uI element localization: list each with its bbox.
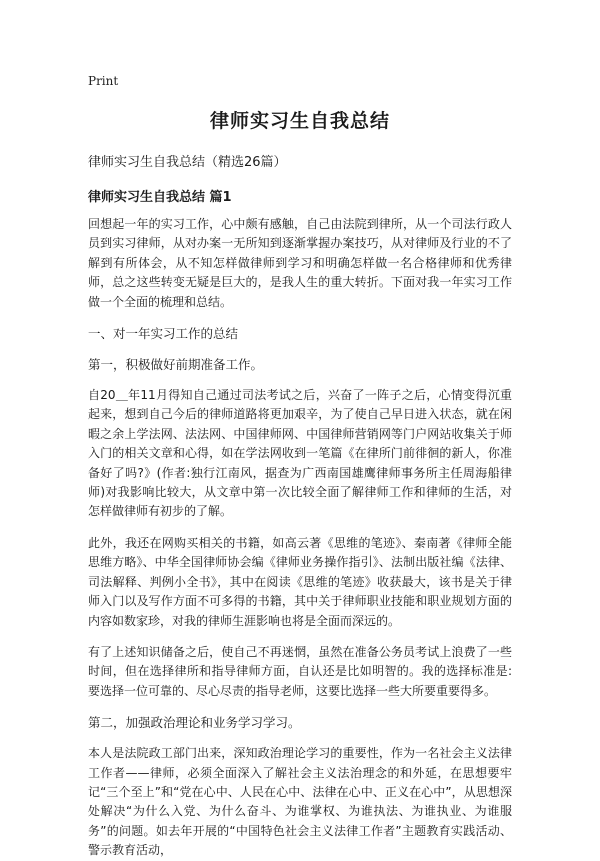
paragraph-intro: 回想起一年的实习工作，心中颇有感触，自己由法院到律所，从一个司法行政人员到实习律师，从对办案一无所知到逐渐掌握办案技巧，从对律师及行业的不了解到有所体会，从不知怎样做律师到学习和明确怎样做一名合格律师和优秀律师，总之这些转变无疑是巨大的，是我人生的重大转折。下面对我一年实习工作做一个全面的梳理和总结。 <box>88 217 512 309</box>
outline-heading-1: 一、对一年实习工作的总结 <box>88 326 239 342</box>
paragraph-books: 此外，我还在网购买相关的书籍，如高云著《思维的笔迹》、秦南著《律师全能思维方略》、中华全国律师协会编《律师业务操作指引》、法制出版社编《法律、司法解释、判例小全书》，其中在阅读《思维的笔迹》收获最大，该书是关于律师入门以及写作方面不可多得的书籍，其中关于律师职业技能和职业规划方面的内容如数家珍，对我的律师生涯影响也将是全面而深远的。 <box>88 535 512 628</box>
section-heading: 律师实习生自我总结 篇1 <box>88 190 232 205</box>
print-link[interactable]: Print <box>88 74 119 88</box>
document-subtitle: 律师实习生自我总结（精选26篇） <box>88 155 287 170</box>
outline-subheading-2: 第二，加强政治理论和业务学习学习。 <box>88 715 301 731</box>
outline-subheading-1: 第一，积极做好前期准备工作。 <box>88 357 264 373</box>
paragraph-preparation: 自20＿年11月得知自己通过司法考试之后，兴奋了一阵子之后，心情变得沉重起来，想到自己今后的律师道路将更加艰辛，为了使自己早日进入状态，就在闲暇之余上学法网、法法网、中国律师网、中国律师营销网等门户网站收集关于师入门的相关文章和心得，如在学法网收到一笔篇《在律所门前徘徊的新人，你准备好了吗?》(作者:独行江南风，据查为广西南国雄鹰律师事务所主任周海船律师)对我影响比较大，从文章中第一次比较全面了解律师工作和律师的生活，对怎样做律师有初步的了解。 <box>88 388 512 519</box>
paragraph-choice: 有了上述知识储备之后，使自己不再迷惘，虽然在准备公务员考试上浪费了一些时间，但在选择律所和指导律师方面，自认还是比如明智的。我的选择标准是:要选择一位可靠的、尽心尽责的指导老师，这要比选择一些大所要重要得多。 <box>88 644 512 698</box>
document-title: 律师实习生自我总结 <box>209 110 390 132</box>
paragraph-politics: 本人是法院政工部门出来，深知政治理论学习的重要性，作为一名社会主义法律工作者——律师，必须全面深入了解社会主义法治理念的和外延，在思想要牢记“三个至上”和“党在心中、人民在心中、法律在心中、正义在心中”，从思想深处解决“为什么入党、为什么奋斗、为谁掌权、为谁执法、为谁执业、为谁服务”的问题。如去年开展的“中国特色社会主义法律工作者”主题教育实践活动、警示教育活动， <box>88 746 512 858</box>
